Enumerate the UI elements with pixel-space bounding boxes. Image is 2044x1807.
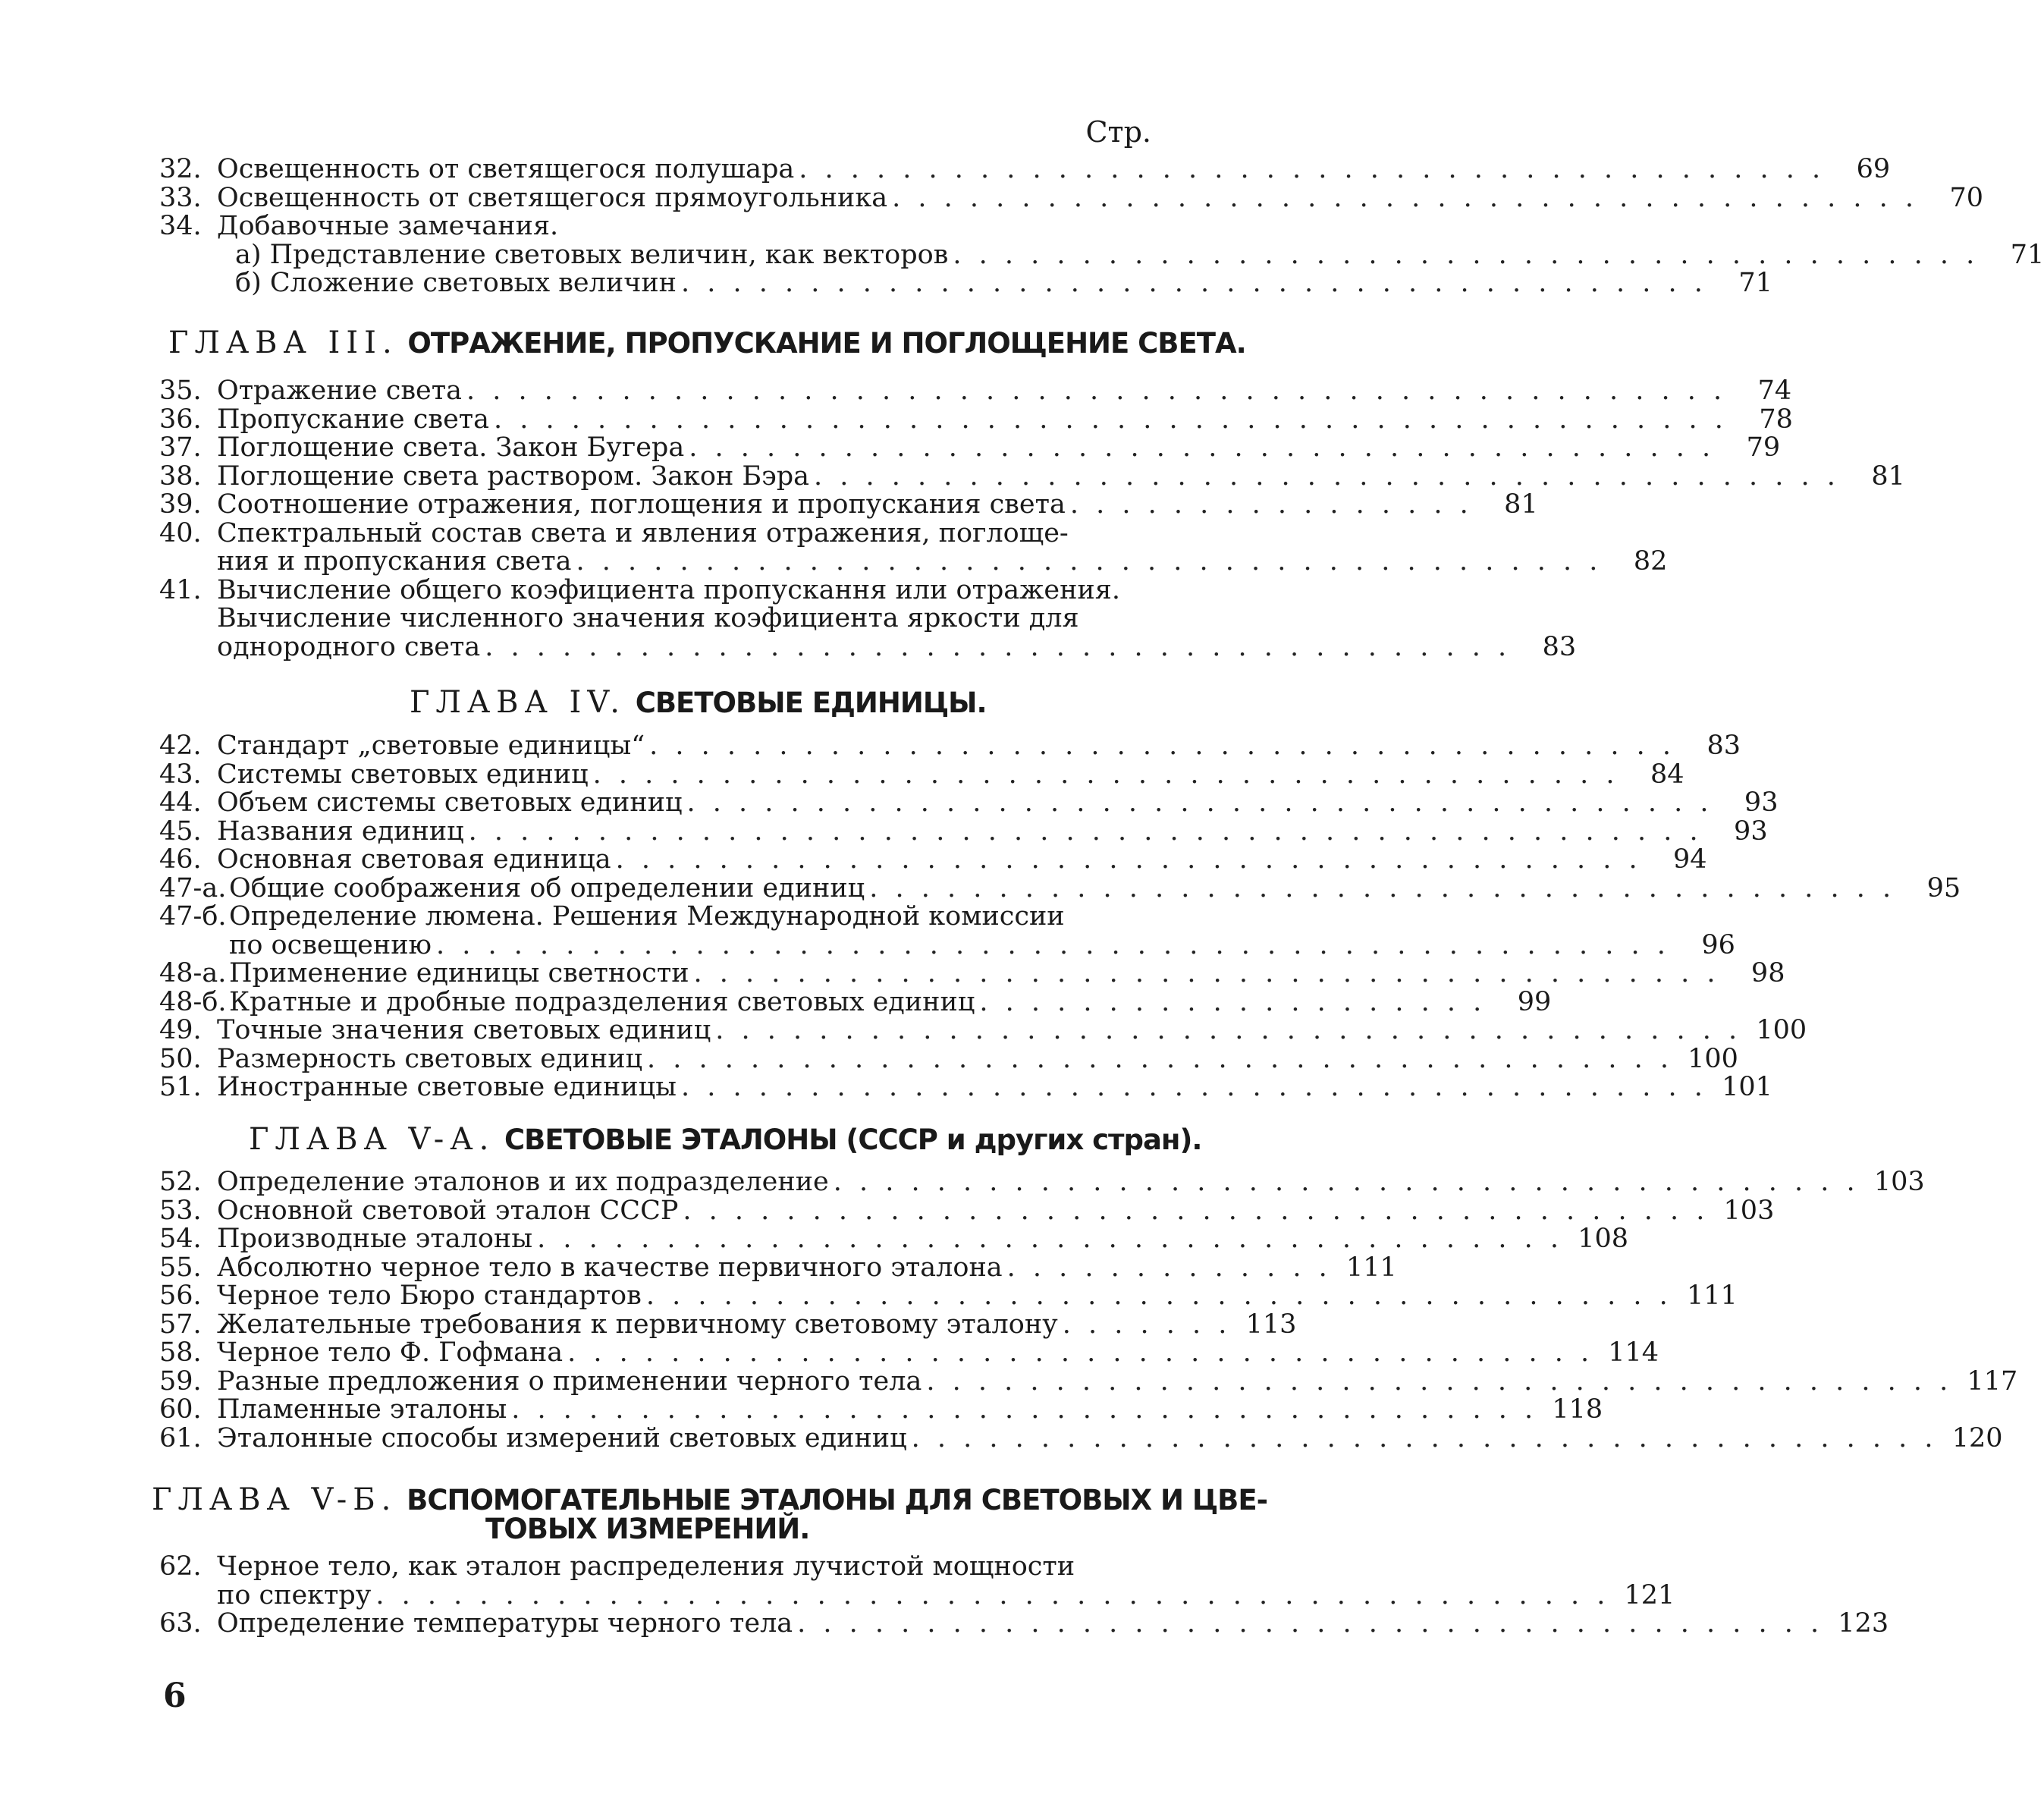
toc-entry: 46. Основная световая единица . . . . . . . . . . . . . . . . . . . . . . . . . . . . . . . . . . . . . . . . 94 (159, 844, 1707, 875)
toc-entry: 56. Черное тело Бюро стандартов . . . . . . . . . . . . . . . . . . . . . . . . . . . . . . . . . . . . . . . . 111 (159, 1281, 1738, 1311)
toc-subentry: б) Сложение световых величин . . . . . . . . . . . . . . . . . . . . . . . . . . . . . . . . . . . . . . . . 71 (235, 268, 1772, 298)
toc-entry: 42. Стандарт „световые единицы“ . . . . . . . . . . . . . . . . . . . . . . . . . . . . . . . . . . . . . . . . 83 (159, 731, 1741, 761)
toc-entry: 63. Определение температуры черного тела . . . . . . . . . . . . . . . . . . . . . . . . . . . . . . . . . . . . . . . . 123 (159, 1608, 1889, 1639)
toc-entry: 55. Абсолютно черное тело в качестве первичного эталона . . . . . . . . . . . . . 111 (159, 1252, 1397, 1283)
toc-section-4 (159, 731, 1961, 1102)
toc-entry: 38. Поглощение света раствором. Закон Бэра . . . . . . . . . . . . . . . . . . . . . . . . . . . . . . . . . . . . . . . . 81 (159, 460, 1905, 492)
toc-section-3 (159, 376, 1905, 662)
toc-section-5b (159, 1551, 1889, 1639)
page-number: 6 (163, 1677, 187, 1715)
toc-entry: 51. Иностранные световые единицы . . . . . . . . . . . . . . . . . . . . . . . . . . . . . . . . . . . . . . . . 101 (159, 1072, 1772, 1102)
toc-entry: 52. Определение эталонов и их подразделение . . . . . . . . . . . . . . . . . . . . . . . . . . . . . . . . . . . . . . . . 103 (159, 1167, 1925, 1197)
toc-entry: 47-б. Определение люмена. Решения Международной комиссии по освещению . . . . . . . . . . . . . . . . . . . . . . . . . . . . . . . . . . . . . . . . . . . . . . . . 96 (159, 901, 1735, 960)
toc-entry: 61. Эталонные способы измерений световых единиц . . . . . . . . . . . . . . . . . . . . . . . . . . . . . . . . . . . . . . . . 120 (159, 1422, 2003, 1453)
toc-entry: 58. Черное тело Ф. Гофмана . . . . . . . . . . . . . . . . . . . . . . . . . . . . . . . . . . . . . . . . 114 (159, 1337, 1659, 1368)
toc-entry: 39. Соотношение отражения, поглощения и пропускания света . . . . . . . . . . . . . . . . 81 (159, 489, 1538, 520)
toc-entry: 35. Отражение света . . . . . . . . . . . . . . . . . . . . . . . . . . . . . . . . . . . . . . . . . . . . . . . . . 74 (159, 376, 1792, 406)
toc-entry: 49. Точные значения световых единиц . . . . . . . . . . . . . . . . . . . . . . . . . . . . . . . . . . . . . . . . 100 (159, 1015, 1807, 1045)
chapter-heading-3: ГЛАВА III. ОТРАЖЕНИЕ, ПРОПУСКАНИЕ И ПОГЛОЩЕНИЕ СВЕТА. (168, 325, 1246, 360)
toc-section-1 (159, 154, 2044, 298)
toc-entry: 37. Поглощение света. Закон Бугера . . . . . . . . . . . . . . . . . . . . . . . . . . . . . . . . . . . . . . . . 79 (159, 432, 1781, 463)
toc-entry: 41. Вычисление общего коэфициента пропускання или отражения. Вычисление численного значения коэфициента яркости для однородного света . . . . . . . . . . . . . . . . . . . . . . . . . . . . . . . . . . . . . . . . 83 (159, 574, 1577, 662)
toc-entry: 45. Названия единиц . . . . . . . . . . . . . . . . . . . . . . . . . . . . . . . . . . . . . . . . . . . . . . . . 93 (159, 816, 1768, 847)
toc-entry: 34. Добавочные замечания. (159, 211, 559, 241)
toc-entry: 53. Основной световой эталон СССР . . . . . . . . . . . . . . . . . . . . . . . . . . . . . . . . . . . . . . . . 103 (159, 1195, 1775, 1226)
toc-entry: 48-а. Применение единицы светности . . . . . . . . . . . . . . . . . . . . . . . . . . . . . . . . . . . . . . . . 98 (159, 958, 1785, 988)
chapter-heading-5b-continued: ТОВЫХ ИЗМЕРЕНИЙ. (485, 1513, 810, 1545)
chapter-heading-4: ГЛАВА IV. СВЕТОВЫЕ ЕДИНИЦЫ. (410, 685, 987, 720)
chapter-heading-5a: ГЛАВА V-А. СВЕТОВЫЕ ЭТАЛОНЫ (СССР и других стран). (249, 1122, 1202, 1157)
toc-entry: 50. Размерность световых единиц . . . . . . . . . . . . . . . . . . . . . . . . . . . . . . . . . . . . . . . . 100 (159, 1043, 1738, 1074)
chapter-heading-5b: ГЛАВА V-Б. ВСПОМОГАТЕЛЬНЫЕ ЭТАЛОНЫ ДЛЯ СВЕТОВЫХ И ЦВЕ- (152, 1482, 1268, 1517)
toc-entry: 44. Объем системы световых единиц . . . . . . . . . . . . . . . . . . . . . . . . . . . . . . . . . . . . . . . . 93 (159, 787, 1779, 818)
toc-entry: 43. Системы световых единиц . . . . . . . . . . . . . . . . . . . . . . . . . . . . . . . . . . . . . . . . 84 (159, 759, 1684, 790)
toc-entry: 54. Производные эталоны . . . . . . . . . . . . . . . . . . . . . . . . . . . . . . . . . . . . . . . . 108 (159, 1224, 1629, 1254)
toc-section-5a (159, 1167, 2018, 1453)
toc-entry: 60. Пламенные эталоны . . . . . . . . . . . . . . . . . . . . . . . . . . . . . . . . . . . . . . . . 118 (159, 1394, 1603, 1425)
toc-entry: 36. Пропускание света . . . . . . . . . . . . . . . . . . . . . . . . . . . . . . . . . . . . . . . . . . . . . . . . 78 (159, 404, 1793, 435)
toc-entry: 59. Разные предложения о применении черного тела . . . . . . . . . . . . . . . . . . . . . . . . . . . . . . . . . . . . . . . . 117 (159, 1365, 2018, 1397)
page-column-header: Стр. (1085, 115, 1151, 149)
toc-subentry: а) Представление световых величин, как векторов . . . . . . . . . . . . . . . . . . . . . . . . . . . . . . . . . . . . . . . . 71 (235, 239, 2044, 270)
toc-entry: 47-а. Общие соображения об определении единиц . . . . . . . . . . . . . . . . . . . . . . . . . . . . . . . . . . . . . . . . 95 (159, 872, 1961, 904)
toc-entry: 40. Спектральный состав света и явления отражения, поглоще- ния и пропускания света . . . . . . . . . . . . . . . . . . . . . . . . . . . . . . . . . . . . . . . . 82 (159, 517, 1668, 577)
toc-entry: 57. Желательные требования к первичному световому эталону . . . . . . . 113 (159, 1309, 1297, 1340)
toc-entry: 33. Освещенность от светящегося прямоугольника . . . . . . . . . . . . . . . . . . . . . . . . . . . . . . . . . . . . . . . . 70 (159, 182, 1984, 213)
toc-entry: 32. Освещенность от светящегося полушара . . . . . . . . . . . . . . . . . . . . . . . . . . . . . . . . . . . . . . . . 69 (159, 154, 1891, 184)
toc-entry: 48-б. Кратные и дробные подразделения световых единиц . . . . . . . . . . . . . . . . . . . . 99 (159, 986, 1552, 1017)
toc-entry: 62. Черное тело, как эталон распределения лучистой мощности по спектру . . . . . . . . . . . . . . . . . . . . . . . . . . . . . . . . . . . . . . . . . . . . . . . . 121 (159, 1551, 1675, 1611)
